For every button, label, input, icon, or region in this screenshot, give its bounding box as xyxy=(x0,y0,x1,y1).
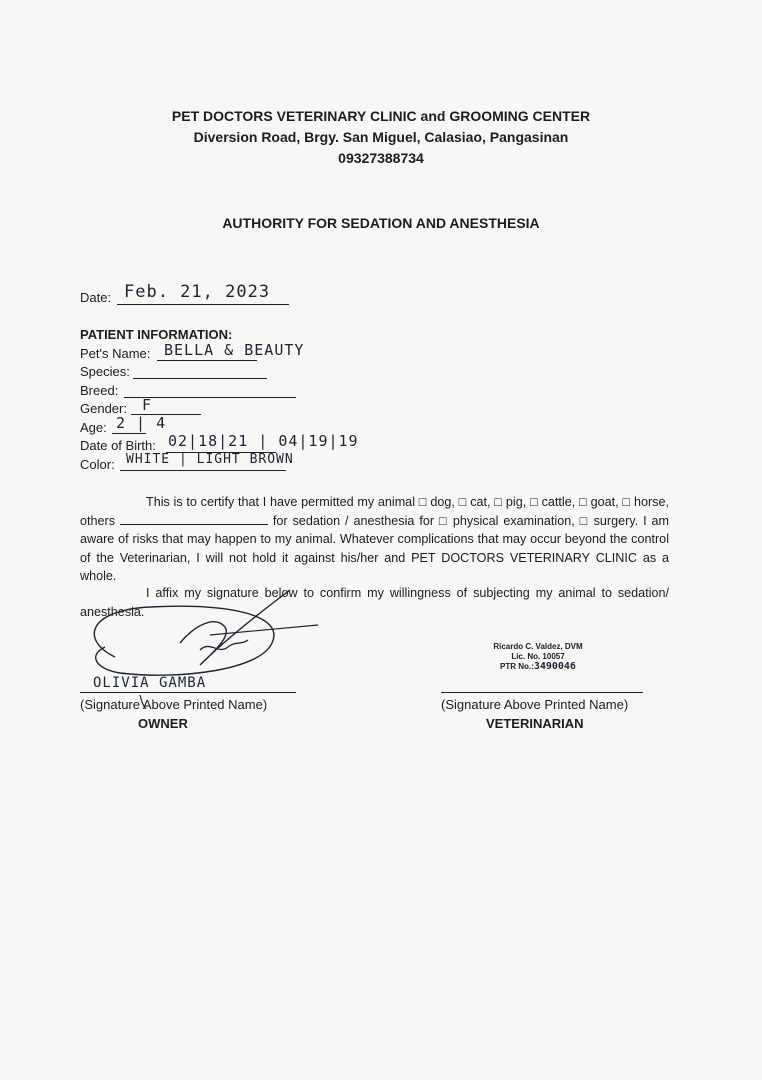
gender-label: Gender: xyxy=(80,401,127,416)
vet-stamp-ptr xyxy=(488,662,588,672)
pet-name-line xyxy=(157,360,257,361)
consent-paragraph xyxy=(80,493,669,586)
vet-role: VETERINARIAN xyxy=(486,716,584,731)
vet-stamp-name: Ricardo C. Valdez, DVM xyxy=(493,642,583,651)
vet-ptr-value: 3490046 xyxy=(533,661,576,672)
owner-printed-name: OLIVIA GAMBA xyxy=(93,675,207,691)
color-value: WHITE | LIGHT BROWN xyxy=(126,452,294,467)
date-value: Feb. 21, 2023 xyxy=(124,282,271,302)
gender-value: F xyxy=(142,396,153,414)
owner-role: OWNER xyxy=(138,716,188,731)
pet-name-value: BELLA & BEAUTY xyxy=(164,341,305,359)
breed-label: Breed: xyxy=(80,383,119,398)
age-line xyxy=(112,433,146,434)
consent-text-part1: This is to certify that I have permitted my animal □ dog, □ cat, □ pig, □ cattle, □ goat, □ horse, others xyxy=(80,495,669,528)
vet-stamp-license: Lic. No. 10057 xyxy=(511,652,565,661)
date-label: Date: xyxy=(80,290,112,305)
patient-info-heading: PATIENT INFORMATION: xyxy=(80,327,233,342)
owner-signature-caption: (Signature Above Printed Name) xyxy=(80,697,268,712)
vet-signature-line xyxy=(441,692,643,693)
dob-label: Date of Birth: xyxy=(80,438,156,453)
document-title: AUTHORITY FOR SEDATION AND ANESTHESIA xyxy=(222,215,540,231)
date-line xyxy=(117,304,289,305)
species-line xyxy=(133,378,267,379)
species-label: Species: xyxy=(80,364,130,379)
consent-text-part2: for sedation / anesthesia for □ physical examination, □ surgery. I am aware of risks that may happen to my animal. Whatever complications that may occur beyond the control of the Veterinarian, I will not hold it against his/her and PET DOCTORS VETERINARY CLINIC as a whole. xyxy=(80,513,670,583)
vet-signature-caption: (Signature Above Printed Name) xyxy=(441,697,629,712)
signature-paragraph: I affix my signature below to confirm my willingness of subjecting my animal to sedation/ anesthesia. xyxy=(80,586,669,619)
age-value: 2 | 4 xyxy=(116,414,167,432)
age-label: Age: xyxy=(80,420,107,435)
color-label: Color: xyxy=(80,457,115,472)
vet-stamp-ptr-label: PTR No.: xyxy=(500,662,534,671)
clinic-name: PET DOCTORS VETERINARY CLINIC and GROOMING CENTER xyxy=(171,108,591,124)
clinic-address: Diversion Road, Brgy. San Miguel, Calasiao, Pangasinan xyxy=(193,129,569,145)
pet-name-label: Pet's Name: xyxy=(80,346,151,361)
vet-stamp xyxy=(488,642,588,672)
color-line xyxy=(120,470,286,471)
dob-value: 02|18|21 | 04|19|19 xyxy=(168,432,359,450)
clinic-phone: 09327388734 xyxy=(338,150,424,166)
others-blank xyxy=(120,514,268,525)
owner-signature-line xyxy=(80,692,296,693)
